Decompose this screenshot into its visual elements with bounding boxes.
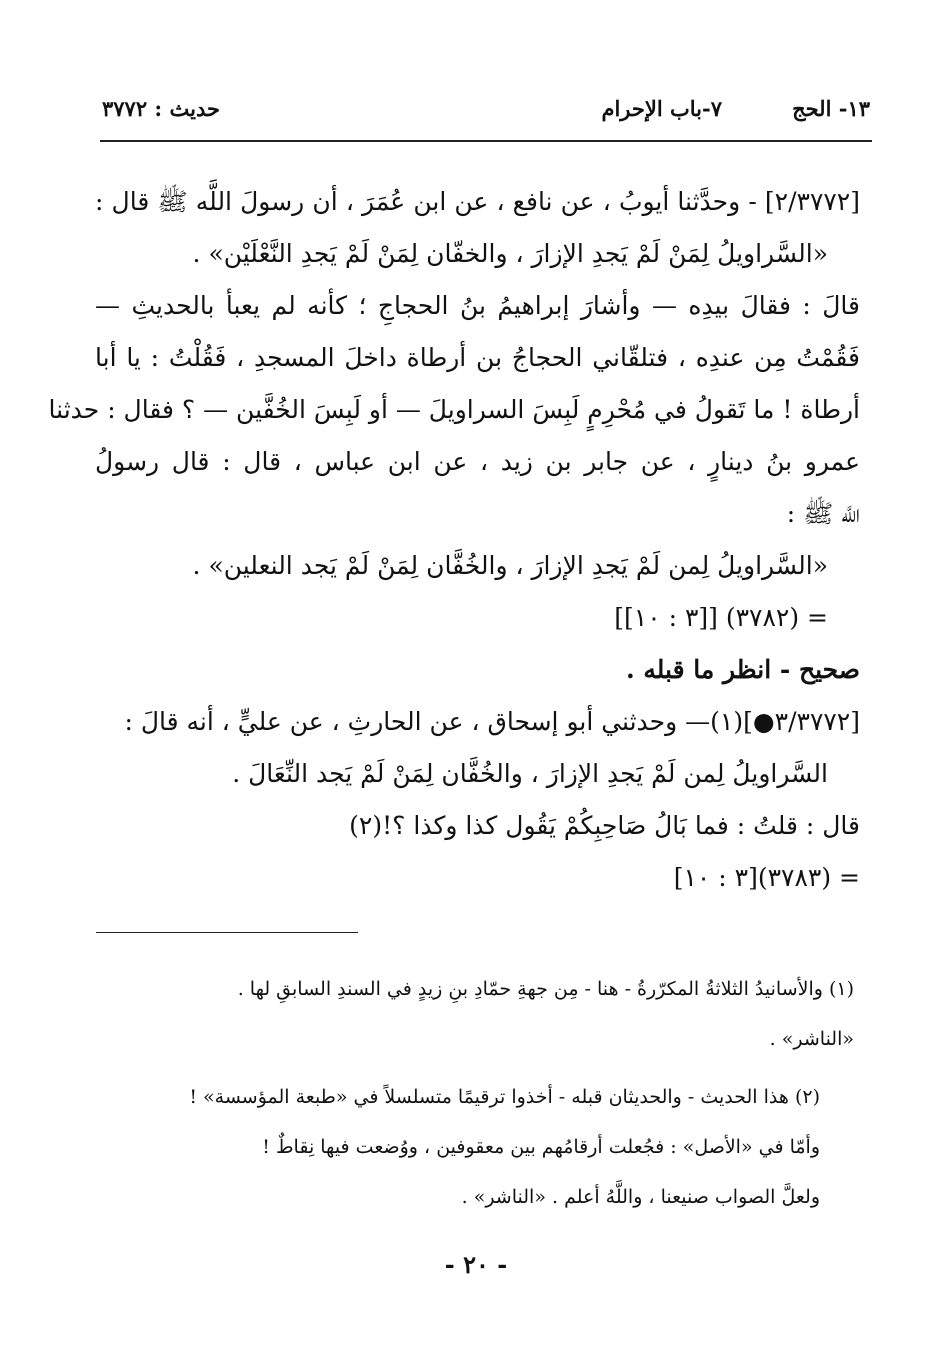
text-line: «السَّراويلُ لِمن لَمْ يَجدِ الإزارَ ، والخُفَّان لِمَنْ لَمْ يَجد النعلين» . [192, 551, 828, 580]
running-header-chapter: ١٣- الحج [792, 96, 870, 121]
text-line: فَقُمْتُ مِن عندِه ، فتلقّاني الحجاجُ بن أرطاة داخلَ المسجدِ ، فَقُلْتُ : يا أبا [95, 343, 860, 372]
main-text [48, 176, 860, 904]
footnote-line: وأمّا في «الأصل» : فجُعلت أرقامُهم بين معقوفين ، ووُضعت فيها نِقاطٌ ! [262, 1136, 820, 1158]
text-line: أرطاة ! ما تَقولُ في مُحْرِمٍ لَبِسَ السراويلَ — أو لَبِسَ الخُفَّين — ؟ فقال : حدثنا [48, 395, 860, 424]
text-line: عمرو بنُ دينارٍ ، عن جابر بن زيد ، عن ابن عباس ، قال : قال رسولُ [95, 447, 860, 476]
footnotes [102, 964, 854, 1222]
text-line: [٢/٣٧٧٢] - وحدَّثنا أيوبُ ، عن نافع ، عن ابن عُمَرَ ، أن رسولَ اللَّه ﷺ قال : [95, 187, 860, 216]
text-line: [٣/٣٧٧٢●](١)— وحدثني أبو إسحاق ، عن الحارثِ ، عن عليٍّ ، أنه قالَ : [124, 707, 860, 736]
footnote-line: ولعلَّ الصواب صنيعنا ، واللَّهُ أعلم . «الناشر» . [461, 1186, 820, 1208]
text-line: قالَ : فقالَ بيدِه — وأشارَ إبراهيمُ بنُ الحجاجِ ؛ كأنه لم يعبأ بالحديثِ — [95, 291, 860, 320]
header-divider [100, 140, 872, 142]
footnote-divider [96, 932, 358, 933]
running-header-section: ٧-باب الإحرام [601, 96, 722, 121]
text-line: السَّراويلُ لِمن لَمْ يَجدِ الإزارَ ، والخُفَّان لِمَنْ لَمْ يَجد النِّعَالَ . [232, 759, 828, 788]
footnote-line: «الناشر» . [769, 1028, 854, 1050]
text-line: «السَّراويلُ لِمَنْ لَمْ يَجدِ الإزارَ ، والخفّان لِمَنْ لَمْ يَجدِ النَّعْلَيْن» . [192, 239, 828, 268]
footnote-line: (١) والأسانيدُ الثلاثةُ المكرّرةُ - هنا - مِن جهةِ حمّادِ بنِ زيدٍ في السندِ السابقِ لها . [237, 978, 854, 1000]
cross-reference: = (٣٧٨٣)[٣ : ١٠] [673, 863, 860, 892]
running-header-hadith-ref: حديث : ٣٧٧٢ [102, 96, 220, 121]
page-number: - ٢٠ - [444, 1250, 508, 1279]
text-line: اللَّه ﷺ : [786, 499, 860, 528]
grading-line: صحيح - انظر ما قبله . [625, 655, 860, 684]
footnote-line: (٢) هذا الحديث - والحديثان قبله - أخذوا ترقيمًا متسلسلاً في «طبعة المؤسسة» ! [189, 1086, 820, 1108]
text-line: قال : قلتُ : فما بَالُ صَاحِبِكُمْ يَقُول كذا وكذا ؟!(٢) [349, 811, 860, 840]
cross-reference: = (٣٧٨٢) [[٣ : ١٠]] [614, 603, 828, 632]
